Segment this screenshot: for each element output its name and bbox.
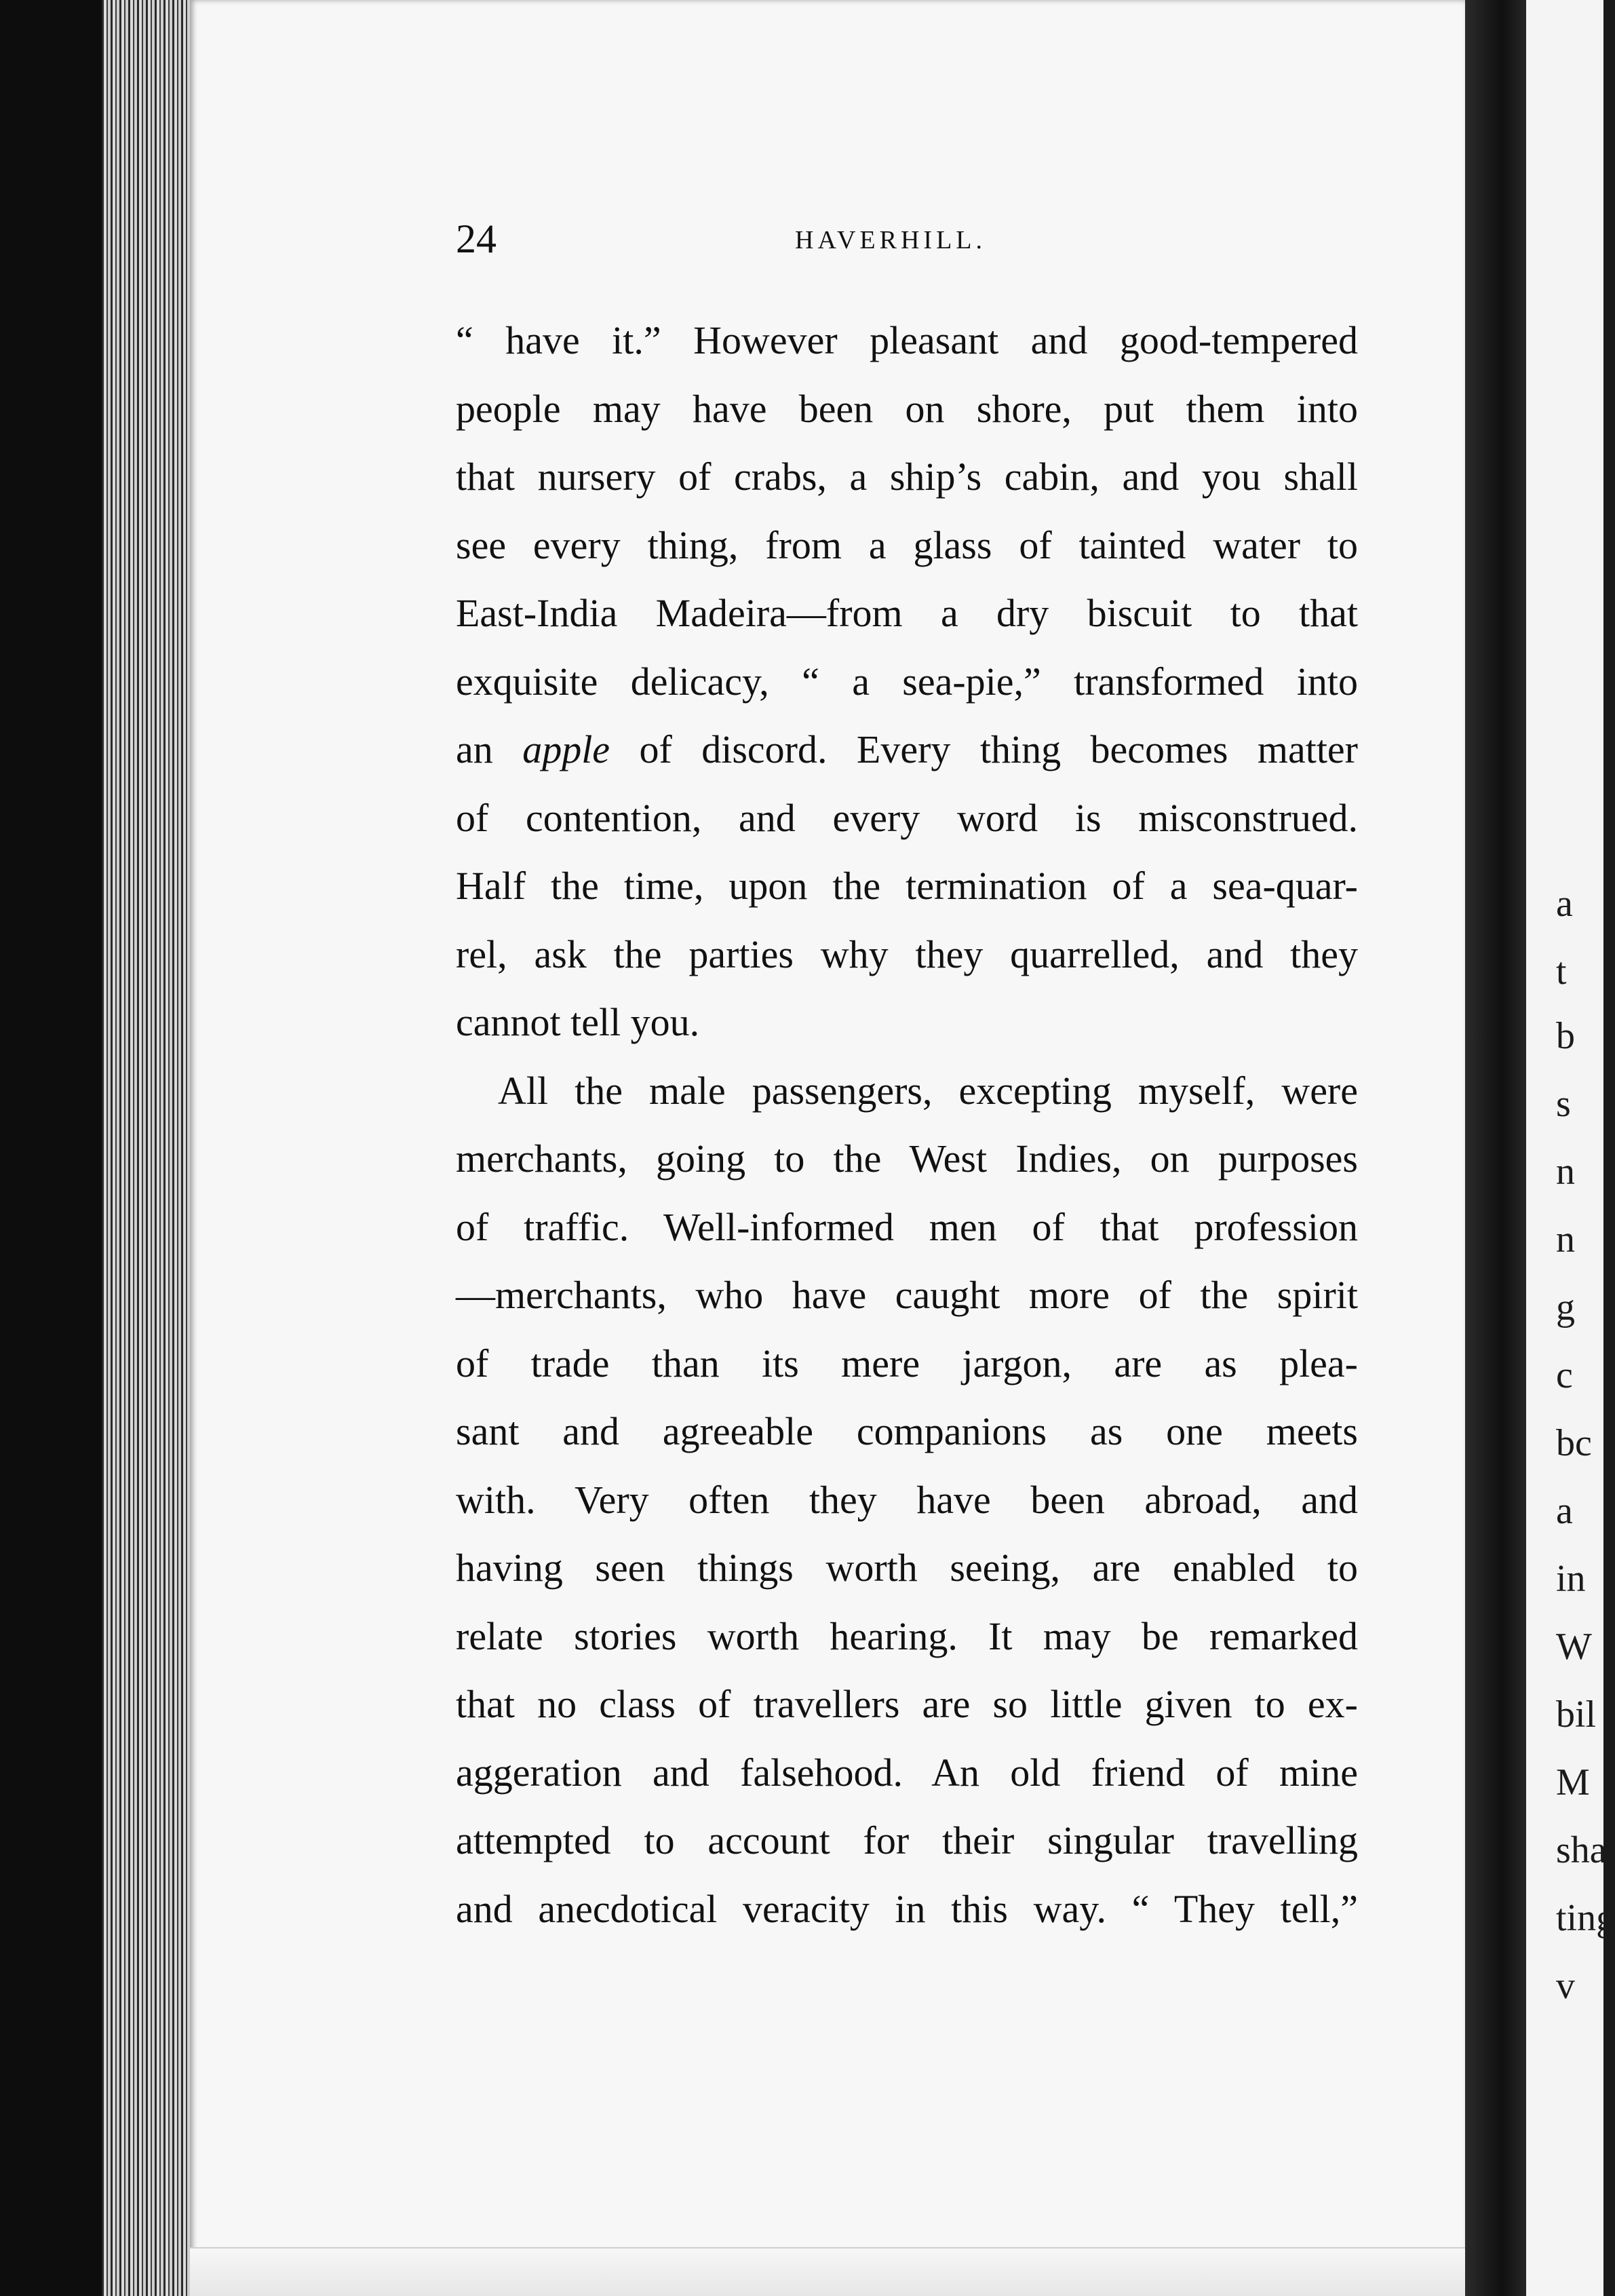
- facing-page-fragment: g: [1556, 1286, 1575, 1328]
- facing-page-fragment: n: [1556, 1219, 1575, 1261]
- text-line: of trade than its mere jargon, are as plea-: [456, 1341, 1358, 1385]
- facing-page-fragment: bil: [1556, 1694, 1597, 1736]
- text-line: and anecdotical veracity in this way. “ They tell,”: [456, 1886, 1358, 1931]
- page-number: 24: [456, 216, 497, 261]
- facing-page-fragment: sha: [1556, 1829, 1607, 1871]
- facing-page-fragment: ting: [1556, 1897, 1615, 1939]
- body-text: [456, 307, 1358, 1943]
- text-line: rel, ask the parties why they quarrelled, and they: [456, 932, 1358, 976]
- facing-page-fragment: bc: [1556, 1422, 1592, 1464]
- facing-page-fragment: M: [1556, 1761, 1590, 1803]
- text-line: of traffic. Well-informed men of that profession: [456, 1204, 1358, 1249]
- facing-page-fragment: a: [1556, 1490, 1573, 1532]
- facing-page-fragment: b: [1556, 1015, 1575, 1057]
- text-line: Half the time, upon the termination of a sea-quar-: [456, 864, 1358, 908]
- text-fragment: an: [456, 727, 493, 771]
- text-line: that nursery of crabs, a ship’s cabin, and you shall: [456, 455, 1358, 499]
- book-binding: [0, 0, 102, 2296]
- facing-page-fragment: c: [1556, 1354, 1573, 1396]
- text-line: exquisite delicacy, “ a sea-pie,” transformed into: [456, 659, 1358, 704]
- text-line: people may have been on shore, put them into: [456, 386, 1358, 431]
- text-line: relate stories worth hearing. It may be remarked: [456, 1613, 1358, 1658]
- text-line: merchants, going to the West Indies, on purposes: [456, 1136, 1358, 1181]
- text-line: with. Very often they have been abroad, and: [456, 1477, 1358, 1522]
- text-fragment: of discord. Every thing becomes matter: [639, 727, 1358, 771]
- text-line: All the male passengers, excepting myself, were: [498, 1068, 1358, 1113]
- text-line: attempted to account for their singular travelling: [456, 1818, 1358, 1862]
- text-line: sant and agreeable companions as one meets: [456, 1409, 1358, 1453]
- text-line: “ have it.” However pleasant and good-tempered: [456, 318, 1358, 362]
- facing-page-fragment: n: [1556, 1151, 1575, 1193]
- italic-word: apple: [522, 727, 610, 771]
- facing-page-fragment: s: [1556, 1083, 1571, 1125]
- text-line: cannot tell you.: [456, 1000, 700, 1044]
- text-line: having seen things worth seeing, are enabled to: [456, 1546, 1358, 1590]
- text-line: East-India Madeira—from a dry biscuit to that: [456, 591, 1358, 635]
- facing-page-fragment: t: [1556, 951, 1567, 993]
- facing-page-fragment: v: [1556, 1965, 1575, 2007]
- facing-page-edge: [1526, 0, 1615, 2296]
- text-line: see every thing, from a glass of tainted water to: [456, 522, 1358, 567]
- text-line: that no class of travellers are so little given to ex-: [456, 1682, 1358, 1726]
- facing-page-fragment: W: [1556, 1626, 1592, 1668]
- facing-page-fragment: a: [1556, 883, 1573, 925]
- running-head: [456, 216, 1358, 270]
- page-edges: [102, 0, 190, 2296]
- running-title: HAVERHILL.: [795, 226, 987, 254]
- text-line: —merchants, who have caught more of the spirit: [456, 1273, 1358, 1317]
- book-gutter: [1465, 0, 1526, 2296]
- text-line: aggeration and falsehood. An old friend of mine: [456, 1750, 1358, 1795]
- facing-page-fragment: in: [1556, 1558, 1586, 1600]
- text-line-with-italic: [456, 716, 1358, 784]
- text-line: of contention, and every word is misconstrued.: [456, 795, 1358, 840]
